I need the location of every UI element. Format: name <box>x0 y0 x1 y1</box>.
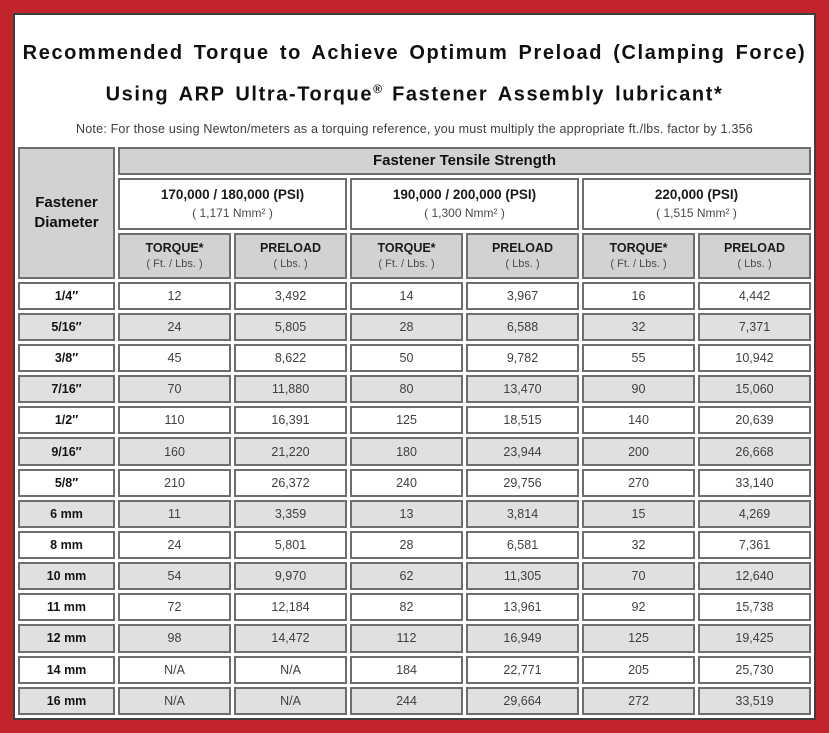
torque-value-cell: 24 <box>118 313 231 341</box>
fastener-diameter-cell: 11 mm <box>18 593 115 621</box>
torque-column-header <box>118 233 231 279</box>
torque-value-cell: 82 <box>350 593 463 621</box>
table-row <box>18 656 811 684</box>
torque-value-cell: 270 <box>582 469 695 497</box>
torque-preload-header-row <box>18 233 811 279</box>
torque-value-cell: 240 <box>350 469 463 497</box>
torque-value-cell: 32 <box>582 313 695 341</box>
title-line2-post: Fastener Assembly lubricant* <box>381 83 724 106</box>
torque-value-cell: 16 <box>582 282 695 310</box>
preload-value-cell: 9,970 <box>234 562 347 590</box>
table-row <box>18 313 811 341</box>
tensile-strength-row <box>18 147 811 175</box>
table-row <box>18 687 811 715</box>
preload-value-cell: 33,140 <box>698 469 811 497</box>
fastener-diameter-cell: 10 mm <box>18 562 115 590</box>
torque-value-cell: 92 <box>582 593 695 621</box>
table-row <box>18 562 811 590</box>
torque-value-cell: 272 <box>582 687 695 715</box>
preload-value-cell: 23,944 <box>466 437 579 465</box>
torque-value-cell: 210 <box>118 469 231 497</box>
preload-value-cell: 16,391 <box>234 406 347 434</box>
preload-value-cell: 13,470 <box>466 375 579 403</box>
torque-value-cell: 72 <box>118 593 231 621</box>
preload-value-cell: 15,738 <box>698 593 811 621</box>
newton-meters-note: Note: For those using Newton/meters as a torquing reference, you must multiply the appropriate ft./lbs. factor by 1.356 <box>76 121 753 136</box>
preload-value-cell: 21,220 <box>234 437 347 465</box>
torque-value-cell: 140 <box>582 406 695 434</box>
preload-value-cell: 3,967 <box>466 282 579 310</box>
torque-value-cell: 28 <box>350 531 463 559</box>
preload-label: PRELOAD <box>491 241 554 256</box>
torque-value-cell: 24 <box>118 531 231 559</box>
torque-value-cell: 244 <box>350 687 463 715</box>
preload-value-cell: 5,805 <box>234 313 347 341</box>
preload-value-cell: 3,492 <box>234 282 347 310</box>
table-row <box>18 375 811 403</box>
torque-value-cell: 11 <box>118 500 231 528</box>
tensile-strength-header: Fastener Tensile Strength <box>118 147 811 175</box>
torque-value-cell: 12 <box>118 282 231 310</box>
psi-label: 220,000 (PSI) <box>654 187 739 203</box>
torque-value-cell: 160 <box>118 437 231 465</box>
preload-value-cell: N/A <box>234 656 347 684</box>
torque-label: TORQUE* <box>609 241 668 256</box>
preload-value-cell: 29,664 <box>466 687 579 715</box>
fastener-diameter-cell: 1/2″ <box>18 406 115 434</box>
preload-value-cell: 6,581 <box>466 531 579 559</box>
fastener-diameter-header-line2: Diameter <box>34 213 99 231</box>
preload-value-cell: 12,184 <box>234 593 347 621</box>
torque-value-cell: 125 <box>350 406 463 434</box>
torque-table-head <box>18 147 811 279</box>
psi-header-row <box>18 178 811 230</box>
fastener-diameter-cell: 5/16″ <box>18 313 115 341</box>
preload-value-cell: 13,961 <box>466 593 579 621</box>
preload-value-cell: 4,442 <box>698 282 811 310</box>
torque-value-cell: 54 <box>118 562 231 590</box>
nmm-label: ( 1,171 Nmm² ) <box>192 206 273 221</box>
page-title-line2 <box>21 71 808 113</box>
preload-value-cell: 5,801 <box>234 531 347 559</box>
preload-value-cell: 19,425 <box>698 624 811 652</box>
preload-value-cell: 20,639 <box>698 406 811 434</box>
preload-value-cell: 14,472 <box>234 624 347 652</box>
table-row <box>18 406 811 434</box>
preload-value-cell: 18,515 <box>466 406 579 434</box>
fastener-diameter-header <box>18 147 115 279</box>
table-row <box>18 282 811 310</box>
torque-value-cell: 28 <box>350 313 463 341</box>
table-row <box>18 500 811 528</box>
fastener-diameter-cell: 12 mm <box>18 624 115 652</box>
torque-value-cell: 80 <box>350 375 463 403</box>
table-row <box>18 344 811 372</box>
preload-column-header <box>698 233 811 279</box>
fastener-diameter-cell: 14 mm <box>18 656 115 684</box>
torque-value-cell: 184 <box>350 656 463 684</box>
torque-table <box>15 144 814 718</box>
preload-value-cell: 25,730 <box>698 656 811 684</box>
table-row <box>18 469 811 497</box>
preload-label: PRELOAD <box>723 241 786 256</box>
fastener-diameter-cell: 8 mm <box>18 531 115 559</box>
fastener-diameter-cell: 6 mm <box>18 500 115 528</box>
torque-unit: ( Ft. / Lbs. ) <box>610 258 667 271</box>
preload-value-cell: 26,372 <box>234 469 347 497</box>
torque-value-cell: 14 <box>350 282 463 310</box>
content-frame <box>13 13 816 720</box>
table-row <box>18 593 811 621</box>
preload-value-cell: 9,782 <box>466 344 579 372</box>
torque-column-header <box>350 233 463 279</box>
registered-trademark-symbol: ® <box>373 82 382 96</box>
psi-group-220 <box>582 178 811 230</box>
preload-value-cell: 3,359 <box>234 500 347 528</box>
torque-value-cell: 112 <box>350 624 463 652</box>
torque-value-cell: 32 <box>582 531 695 559</box>
torque-value-cell: 13 <box>350 500 463 528</box>
torque-value-cell: N/A <box>118 687 231 715</box>
preload-value-cell: 7,361 <box>698 531 811 559</box>
preload-value-cell: 10,942 <box>698 344 811 372</box>
table-row <box>18 624 811 652</box>
preload-value-cell: 12,640 <box>698 562 811 590</box>
nmm-label: ( 1,300 Nmm² ) <box>424 206 505 221</box>
torque-value-cell: 45 <box>118 344 231 372</box>
title-block <box>15 15 814 140</box>
torque-value-cell: 180 <box>350 437 463 465</box>
torque-value-cell: 50 <box>350 344 463 372</box>
preload-value-cell: 6,588 <box>466 313 579 341</box>
torque-unit: ( Ft. / Lbs. ) <box>146 258 203 271</box>
psi-label: 190,000 / 200,000 (PSI) <box>392 187 537 203</box>
torque-value-cell: 70 <box>118 375 231 403</box>
torque-label: TORQUE* <box>145 241 204 256</box>
preload-value-cell: 7,371 <box>698 313 811 341</box>
fastener-diameter-cell: 7/16″ <box>18 375 115 403</box>
torque-label: TORQUE* <box>377 241 436 256</box>
preload-value-cell: 33,519 <box>698 687 811 715</box>
preload-value-cell: N/A <box>234 687 347 715</box>
preload-value-cell: 22,771 <box>466 656 579 684</box>
preload-value-cell: 11,305 <box>466 562 579 590</box>
torque-value-cell: 98 <box>118 624 231 652</box>
torque-unit: ( Ft. / Lbs. ) <box>378 258 435 271</box>
torque-value-cell: 55 <box>582 344 695 372</box>
preload-value-cell: 29,756 <box>466 469 579 497</box>
preload-value-cell: 4,269 <box>698 500 811 528</box>
torque-column-header <box>582 233 695 279</box>
preload-column-header <box>466 233 579 279</box>
preload-value-cell: 16,949 <box>466 624 579 652</box>
torque-value-cell: 15 <box>582 500 695 528</box>
torque-value-cell: N/A <box>118 656 231 684</box>
torque-value-cell: 205 <box>582 656 695 684</box>
preload-value-cell: 11,880 <box>234 375 347 403</box>
fastener-diameter-cell: 9/16″ <box>18 437 115 465</box>
fastener-diameter-cell: 1/4″ <box>18 282 115 310</box>
preload-unit: ( Lbs. ) <box>505 258 540 271</box>
fastener-diameter-header-line1: Fastener <box>35 193 98 211</box>
preload-label: PRELOAD <box>259 241 322 256</box>
torque-value-cell: 200 <box>582 437 695 465</box>
table-row <box>18 437 811 465</box>
preload-column-header <box>234 233 347 279</box>
preload-value-cell: 3,814 <box>466 500 579 528</box>
preload-unit: ( Lbs. ) <box>737 258 772 271</box>
fastener-diameter-cell: 16 mm <box>18 687 115 715</box>
torque-table-body <box>18 282 811 715</box>
psi-group-190-200 <box>350 178 579 230</box>
preload-value-cell: 15,060 <box>698 375 811 403</box>
nmm-label: ( 1,515 Nmm² ) <box>656 206 737 221</box>
fastener-diameter-cell: 3/8″ <box>18 344 115 372</box>
page-title-line1: Recommended Torque to Achieve Optimum Preload (Clamping Force) <box>22 42 807 64</box>
preload-value-cell: 8,622 <box>234 344 347 372</box>
torque-value-cell: 70 <box>582 562 695 590</box>
preload-value-cell: 26,668 <box>698 437 811 465</box>
torque-value-cell: 62 <box>350 562 463 590</box>
torque-value-cell: 90 <box>582 375 695 403</box>
title-line2-pre: Using ARP Ultra-Torque <box>105 83 374 106</box>
psi-group-170-180 <box>118 178 347 230</box>
fastener-diameter-cell: 5/8″ <box>18 469 115 497</box>
torque-value-cell: 125 <box>582 624 695 652</box>
psi-label: 170,000 / 180,000 (PSI) <box>160 187 305 203</box>
preload-unit: ( Lbs. ) <box>273 258 308 271</box>
table-row <box>18 531 811 559</box>
torque-value-cell: 110 <box>118 406 231 434</box>
